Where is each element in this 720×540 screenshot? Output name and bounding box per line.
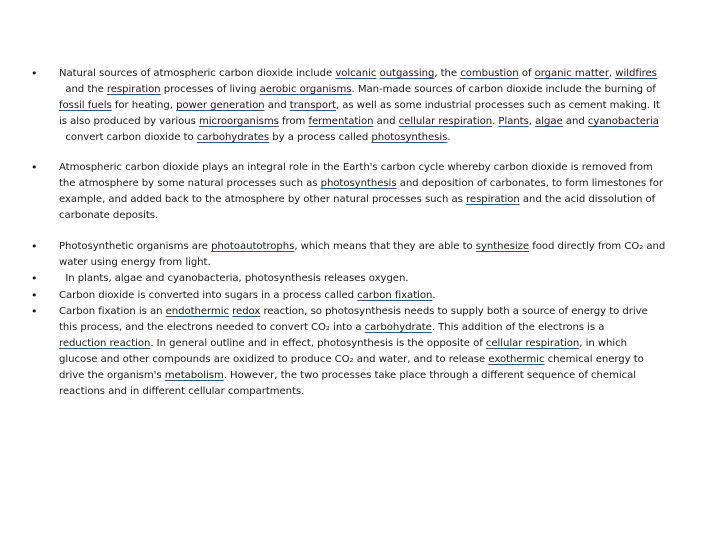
paragraph-line — [59, 288, 436, 304]
text-run: , in which — [579, 338, 627, 349]
text-run: is also produced by various — [59, 116, 199, 127]
bullet-marker: • — [31, 161, 38, 174]
bullet-marker: • — [31, 67, 38, 80]
paragraph-line — [59, 368, 636, 384]
text-run: for heating, — [111, 100, 177, 111]
text-run: Natural sources of atmospheric carbon dioxide include — [59, 68, 336, 79]
hyperlink[interactable]: photosynthesis — [320, 178, 397, 189]
text-run: Carbon dioxide is converted into sugars in a process called — [59, 290, 358, 301]
text-run: this process, and the electrons needed to convert CO₂ into a — [59, 322, 365, 333]
text-run: Atmospheric carbon dioxide plays an integral role in the Earth's carbon cycle whereby carbon dioxide is removed from — [59, 162, 653, 173]
hyperlink[interactable]: carbon fixation — [357, 290, 433, 301]
hyperlink[interactable]: volcanic — [335, 68, 377, 79]
hyperlink[interactable]: cyanobacteria — [587, 116, 659, 127]
hyperlink[interactable]: photosynthesis — [371, 132, 448, 143]
text-run: , which means that they are able to — [294, 241, 476, 252]
text-run: , — [528, 116, 536, 127]
hyperlink[interactable]: aerobic organisms — [259, 84, 352, 95]
paragraph-line — [59, 130, 451, 146]
hyperlink[interactable]: organic matter — [534, 68, 609, 79]
paragraph-line — [59, 239, 665, 255]
text-run: reaction, so photosynthesis needs to supply both a source of energy to drive — [260, 306, 648, 317]
text-run: . — [447, 132, 451, 143]
paragraph-line — [59, 192, 655, 208]
text-run: . This addition of the electrons is a — [431, 322, 605, 333]
hyperlink[interactable]: cellular respiration — [398, 116, 493, 127]
text-run: and — [373, 116, 399, 127]
hyperlink[interactable]: carbohydrate — [364, 322, 432, 333]
bullet-marker: • — [31, 272, 38, 285]
text-run: and the — [59, 84, 107, 95]
hyperlink[interactable]: wildfires — [615, 68, 657, 79]
hyperlink[interactable]: Plants — [498, 116, 529, 127]
hyperlink[interactable]: metabolism — [164, 370, 224, 381]
text-run: reactions and in different cellular compartments. — [59, 386, 305, 397]
hyperlink[interactable]: cellular respiration — [485, 338, 580, 349]
hyperlink[interactable]: carbohydrates — [196, 132, 270, 143]
text-run: processes of living — [160, 84, 260, 95]
text-run: carbonate deposits. — [59, 210, 159, 221]
bullet-marker: • — [31, 240, 38, 253]
paragraph-line — [59, 66, 657, 82]
text-run: . — [492, 116, 499, 127]
hyperlink[interactable]: microorganisms — [198, 116, 279, 127]
hyperlink[interactable]: photoautotrophs — [211, 241, 295, 252]
text-run: . In general outline and in effect, photosynthesis is the opposite of — [150, 338, 486, 349]
text-run: food directly from CO₂ and — [529, 241, 666, 252]
text-run: water using energy from light. — [59, 257, 211, 268]
text-run: convert carbon dioxide to — [59, 132, 197, 143]
paragraph-line — [59, 304, 648, 320]
hyperlink[interactable]: fermentation — [308, 116, 374, 127]
paragraph-line — [59, 271, 408, 287]
paragraph-line — [59, 98, 660, 114]
hyperlink[interactable]: endothermic — [165, 306, 229, 317]
paragraph-line — [59, 176, 663, 192]
hyperlink[interactable]: fossil fuels — [59, 100, 112, 111]
text-run: Carbon fixation is an — [59, 306, 166, 317]
text-run: In plants, algae and cyanobacteria, photosynthesis releases oxygen. — [59, 273, 409, 284]
paragraph-line — [59, 208, 158, 224]
text-run: . — [432, 290, 436, 301]
hyperlink[interactable]: reduction reaction — [59, 338, 151, 349]
text-run: by a process called — [269, 132, 372, 143]
hyperlink[interactable]: transport — [289, 100, 336, 111]
text-run: example, and added back to the atmosphere by other natural processes such as — [59, 194, 467, 205]
text-run: , the — [434, 68, 461, 79]
text-run: the atmosphere by some natural processes such as — [59, 178, 321, 189]
text-run: and deposition of carbonates, to form limestones for — [396, 178, 664, 189]
hyperlink[interactable]: combustion — [460, 68, 519, 79]
text-run: Photosynthetic organisms are — [59, 241, 212, 252]
hyperlink[interactable]: synthesize — [475, 241, 530, 252]
hyperlink[interactable]: respiration — [466, 194, 520, 205]
text-run: and — [264, 100, 290, 111]
hyperlink[interactable]: respiration — [106, 84, 161, 95]
text-run: . However, the two processes take place through a different sequence of chemical — [223, 370, 636, 381]
hyperlink[interactable]: algae — [535, 116, 563, 127]
paragraph-line — [59, 336, 627, 352]
text-run: , as well as some industrial processes such as cement making. It — [335, 100, 660, 111]
text-run: glucose and other compounds are oxidized to produce CO₂ and water, and to release — [59, 354, 489, 365]
text-run: , — [608, 68, 616, 79]
text-run: from — [278, 116, 309, 127]
hyperlink[interactable]: redox — [232, 306, 261, 317]
text-run: . Man-made sources of carbon dioxide include the burning of — [351, 84, 656, 95]
paragraph-line — [59, 160, 653, 176]
hyperlink[interactable]: exothermic — [488, 354, 545, 365]
paragraph-line — [59, 320, 604, 336]
paragraph-line — [59, 114, 659, 130]
hyperlink[interactable]: outgassing — [379, 68, 435, 79]
text-run: and — [562, 116, 588, 127]
text-run: of — [518, 68, 535, 79]
paragraph-line — [59, 352, 644, 368]
hyperlink[interactable]: power generation — [176, 100, 265, 111]
text-run: chemical energy to — [544, 354, 644, 365]
paragraph-line — [59, 82, 656, 98]
text-run: and the acid dissolution of — [519, 194, 656, 205]
text-run: drive the organism's — [59, 370, 165, 381]
paragraph-line — [59, 255, 211, 271]
paragraph-line — [59, 384, 304, 400]
bullet-marker: • — [31, 305, 38, 318]
bullet-marker: • — [31, 289, 38, 302]
